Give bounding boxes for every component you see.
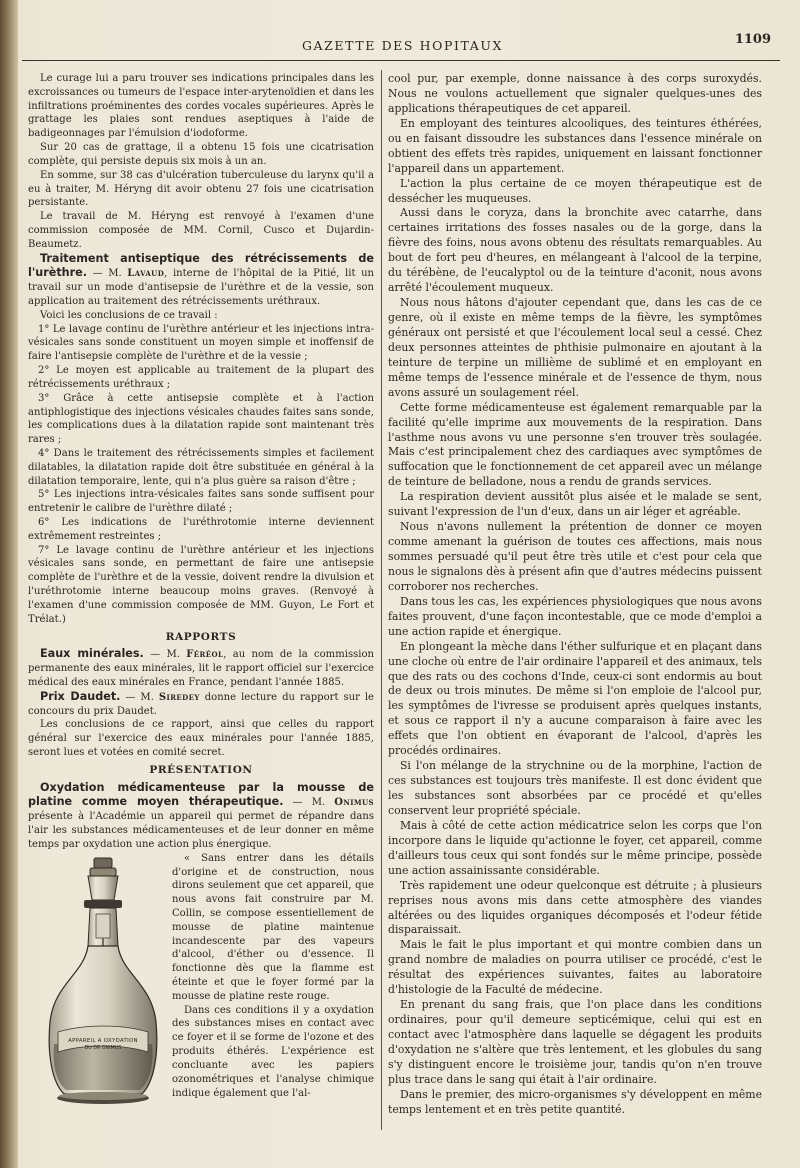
dash: — M.: [87, 268, 128, 280]
paragraph: Dans ces conditions il y a oxydation des substances mises en contact avec ce foyer et il se forme de l'ozone et des produits éthérés. L'expérience est concluante avec les papiers ozonométriques et l'analyse chimique indique également que l'al-: [172, 1004, 374, 1099]
paragraph: Mais le fait le plus important et qui montre combien dans un grand nombre de maladies on pourra utiliser ce procédé, c'est le résultat des expériences suivantes, faites au laboratoire d'histologie de la Faculté de médecine.: [388, 938, 762, 997]
paragraph: cool pur, par exemple, donne naissance à des corps suroxydés. Nous ne voulons actuellement que signaler quelques-unes des applications thérapeutiques de cet appareil.: [388, 72, 762, 115]
paragraph: En plongeant la mèche dans l'éther sulfurique et en plaçant dans une cloche où entre de l'air ordinaire l'appareil et des animaux, tels que des rats ou des cochons d'Inde, ceux-ci sont endormis au bout de deux ou trois minutes. De même si l'on emploie de l'alcool pur, les symptômes de l'ivresse se produisent après quelques instants, et sous ce rapport il n'y a aucune comparaison à faire avec les effets que l'on obtient en évaporant de l'alcool, d'après les procédés ordinaires.: [388, 639, 762, 758]
section-text: , interne de l'hôpital de la Pitié, lit un travail sur un mode d'antisepsie de l'urèthre et de la vessie, son application au traitement des rétrécissements uréthraux.: [28, 268, 375, 307]
paragraph: Mais à côté de cette action médicatrice selon les corps que l'on incorpore dans le liquide qu'actionne le foyer, cet appareil, comme d'ailleurs tous ceux qui sont fondés sur le même principe, possède une action assainissante considérable.: [388, 818, 762, 877]
conclusion-item: 2° Le moyen est applicable au traitement de la plupart des rétrécissements uréthraux ;: [28, 365, 374, 390]
right-column: [388, 72, 762, 1118]
paragraph: Cette forme médicamenteuse est également remarquable par la facilité qu'elle imprime aux mouvements de la respiration. Dans l'asthme nous avons vu une personne s'en trouver très soulagée. Mais c'est principalement chez des cardiaques avec symptômes de suffocation que le fonctionnement de cet appareil avec un mélange de teinture de belladone, nous a rendu de grands services.: [388, 400, 762, 489]
section-text: donne lecture du rapport sur le concours du prix Daudet.: [28, 691, 375, 717]
section-eaux-minerales: [28, 647, 374, 689]
heading-presentation: PRÉSENTATION: [149, 763, 253, 776]
section-title: Traitement antiseptique des rétrécissements de l'urèthre.: [28, 251, 374, 280]
dash: — M.: [120, 691, 159, 703]
conclusion-item: 5° Les injections intra-vésicales faites sans sonde suffisent pour entretenir le calibre de l'urèthre dilaté ;: [28, 489, 374, 515]
heading-rapports: RAPPORTS: [165, 630, 237, 643]
paragraph: La respiration devient aussitôt plus aisée et le malade se sent, suivant l'expression de l'un d'eux, dans un air léger et agréable.: [388, 490, 762, 519]
paragraph: Le curage lui a paru trouver ses indications principales dans les excroissances ou tumeurs de l'espace inter-arytenoïdien et dans les infiltrations proéminentes des cordes vocales supérieures. Après le grattage les plaies sont rendues aseptiques à l'aide de badigeonnages par l'émulsion d'iodoforme.: [28, 73, 374, 140]
author-name: Lavaud: [127, 268, 165, 280]
paragraph: L'action la plus certaine de ce moyen thérapeutique est de dessécher les muqueuses.: [388, 176, 762, 205]
section-lavaud: [28, 252, 374, 309]
section-oxydation: [28, 781, 374, 852]
dash: — M.: [283, 797, 335, 809]
oxidation-apparatus-figure: [44, 854, 162, 1112]
paragraph: Voici les conclusions de ce travail :: [40, 309, 218, 321]
section-text: , au nom de la commission permanente des eaux minérales, lit le rapport officiel sur l'exercice médical des eaux minérales en France, pendant l'année 1885.: [28, 649, 374, 688]
dash: — M.: [143, 649, 187, 661]
section-text: présente à l'Académie un appareil qui permet de répandre dans l'air les substances médicamenteuses et de leur donner en même temps par oxydation une action plus énergique.: [28, 811, 374, 850]
conclusion-item: 6° Les indications de l'uréthrotomie interne deviennent extrêmement restreintes ;: [28, 517, 374, 542]
page-header: [20, 28, 785, 58]
paragraph: Sur 20 cas de grattage, il a obtenu 15 fois une cicatrisation complète, qui persiste depuis six mois à un an.: [28, 142, 374, 167]
paragraph: Si l'on mélange de la strychnine ou de la morphine, l'action de ces substances est toujours très manifeste. Il est donc évident que les substances sont absorbées par ce procédé et qu'elles conservent leur propriété spéciale.: [388, 759, 762, 817]
conclusion-item: 1° Le lavage continu de l'urèthre antérieur et les injections intra-vésicales sans sonde constituent un moyen simple et inoffensif de faire l'antisepsie complète de l'urèthre et de la vessie ;: [28, 323, 374, 363]
conclusion-item: 4° Dans le traitement des rétrécissements simples et facilement dilatables, la dilatation rapide doit être substituée en général à la dilatation temporaire, lente, qui n'a plus guère sa raison d'être ;: [28, 447, 374, 487]
paragraph: Dans le premier, des micro-organismes s'y développent en même temps lentement et en très petite quantité.: [388, 1087, 762, 1116]
conclusion-item: 7° Le lavage continu de l'urèthre antérieur et les injections vésicales sans sonde, en permettant de faire une antisepsie complète de l'urèthre et de la vessie, doivent rendre la divulsion et l'uréthrotomie interne beaucoup moins graves. (Renvoyé à l'examen d'une commission composée de MM. Guyon, Le Fort et Trélat.): [28, 544, 374, 625]
author-name: Onimus: [334, 797, 374, 809]
paragraph: Les conclusions de ce rapport, ainsi que celles du rapport général sur l'exercice des eaux minérales pour l'année 1885, seront lues et votées en comité secret.: [28, 719, 374, 758]
page-number: 1109: [734, 32, 771, 47]
paragraph: En somme, sur 38 cas d'ulcération tuberculeuse du larynx qu'il a eu à traiter, M. Héryng dit avoir obtenu 27 fois une cicatrisation persistante.: [28, 169, 374, 209]
paragraph: Nous n'avons nullement la prétention de donner ce moyen comme amenant la guérison de toutes ces affections, mais nous sommes persuadé qu'il peut être très utile et c'est pour cela que nous le signalons dès à présent afin que d'autres médecins puissent corroborer nos recherches.: [388, 520, 762, 593]
paragraph: En employant des teintures alcooliques, des teintures éthérées, ou en faisant dissoudre les substances dans l'essence minérale on obtient des effets très rapides, uniquement en laissant fonctionner l'appareil dans un appartement.: [388, 116, 762, 175]
paragraph: Le travail de M. Héryng est renvoyé à l'examen d'une commission composée de MM. Cornil, Cusco et Dujardin-Beaumetz.: [28, 211, 374, 250]
paragraph: En prenant du sang frais, que l'on place dans les conditions ordinaires, pour qu'il demeure septicémique, celui qui est en contact avec l'atmosphère dans laquelle se dégagent les produits d'oxydation ne s'altère que très lentement, et les globules du sang s'y distinguent encore le troisième jour, tandis qu'on n'en trouve plus trace dans le sang qui était à l'air ordinaire.: [388, 998, 762, 1086]
binding-edge: [0, 0, 18, 1168]
flask-label-text: DU DR ONIMUS: [84, 1045, 122, 1051]
author-name: Féréol: [186, 649, 224, 661]
left-column: [28, 72, 374, 1114]
flask-label-text: APPAREIL A OXYDATION: [68, 1037, 138, 1044]
section-title: Prix Daudet.: [40, 689, 121, 703]
paragraph: « Sans entrer dans les détails d'origine et de construction, nous dirons seulement que cet appareil, que nous avons fait construire par M. Collin, se compose essentiellement de mousse de platine maintenue incandescente par des vapeurs d'alcool, d'éther ou d'essence. Il fonctionne dès que la flamme est éteinte et que le foyer formé par la mousse de platine reste rouge.: [172, 852, 374, 1002]
paragraph: Aussi dans le coryza, dans la bronchite avec catarrhe, dans certaines irritations des fosses nasales ou de la gorge, dans la fièvre des foins, nous avons obtenu des résultats remarquables. Au bout de fort peu d'heures, en mélangeant à l'alcool de la terpine, du térébène, de l'eucalyptol ou de la teinture d'aconit, nous avons arrêté l'écoulement muqueux.: [388, 206, 762, 295]
flask-illustration: [44, 854, 162, 1112]
running-title: GAZETTE DES HOPITAUX: [301, 38, 504, 53]
paragraph: Dans tous les cas, les expériences physiologiques que nous avons faites prouvent, d'une façon incontestable, que ce mode d'emploi a une action rapide et énergique.: [388, 594, 762, 638]
paragraph: Très rapidement une odeur quelconque est détruite ; à plusieurs reprises nous avons mis dans cette atmosphère des viandes altérées ou des liquides organiques décomposés et l'odeur fétide disparaissait.: [388, 878, 762, 937]
section-prix-daudet: [28, 690, 374, 719]
paragraph: Nous nous hâtons d'ajouter cependant que, dans les cas de ce genre, où il existe en même temps de la fièvre, les symptômes généraux ont persisté et que l'écoulement local seul a cessé. Chez deux personnes atteintes de phthisie pulmonaire en ajoutant à la teinture de terpine un millième de sublimé et en employant en même temps de l'essence minérale et de l'essence de thym, nous avons assuré un soulagement réel.: [388, 296, 762, 399]
header-rule: [22, 60, 780, 61]
section-title: Eaux minérales.: [40, 647, 144, 661]
column-divider: [381, 70, 382, 1130]
section-title: Oxydation médicamenteuse par la mousse de platine comme moyen thérapeutique.: [28, 780, 374, 809]
author-name: Siredey: [158, 691, 200, 703]
conclusion-item: 3° Grâce à cette antisepsie complète et à l'action antiphlogistique des injections vésicales chaudes faites sans sonde, les complications dues à la dilatation rapide sont maintenant très rares ;: [28, 392, 374, 446]
